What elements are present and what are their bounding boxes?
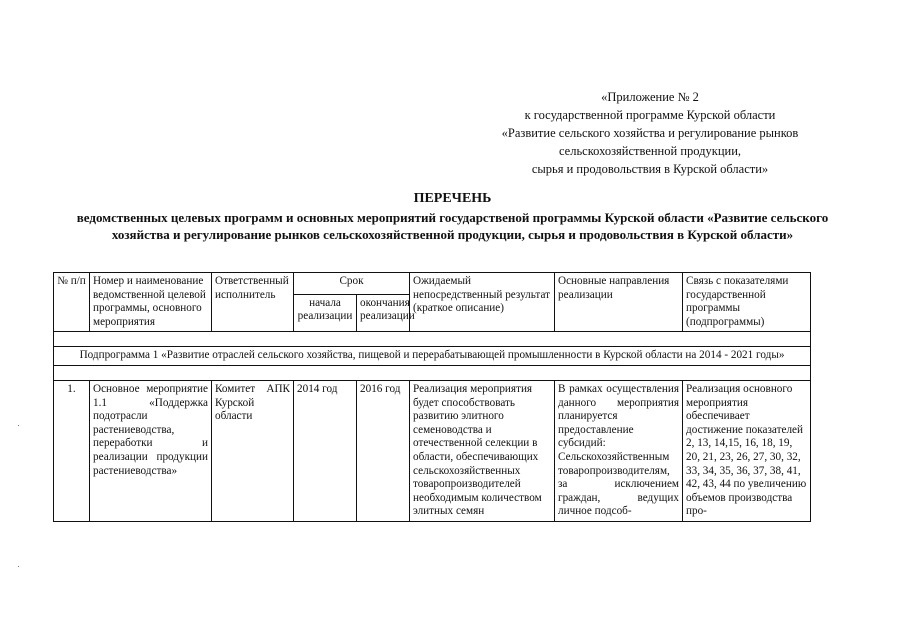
subprogram-title: Подпрограмма 1 «Развитие отраслей сельского хозяйства, пищевой и перерабатывающей промышленности в Курской области на 2014 - 2021 годы» <box>54 347 811 366</box>
header-end: окончания реализации <box>357 294 410 332</box>
cell-end: 2016 год <box>357 380 410 521</box>
header-link: Связь с показателями государственной программы (подпрограммы) <box>683 273 811 332</box>
header-name: Номер и наименование ведомственной целевой программы, основного мероприятия <box>90 273 212 332</box>
title-main: ПЕРЕЧЕНЬ <box>413 191 492 206</box>
appendix-line: «Приложение № 2 <box>601 90 699 104</box>
appendix-line: к государственной программе Курской области <box>524 108 776 122</box>
appendix-line: сырья и продовольствия в Курской области» <box>531 162 769 176</box>
cell-num: 1. <box>54 380 90 521</box>
spacer-row <box>54 365 811 380</box>
appendix-block <box>450 88 850 178</box>
subprogram-row <box>54 347 811 366</box>
appendix-line: «Развитие сельского хозяйства и регулирование рынков <box>501 126 799 140</box>
appendix-line: сельскохозяйственной продукции, <box>558 144 742 158</box>
scan-dot <box>18 566 19 567</box>
table-row <box>54 380 811 521</box>
cell-result: Реализация мероприятия будет способствовать развитию элитного семеноводства и отечественной селекции в области, обеспечивающих сельскохозяйственных товаропроизводителей необходимым количеством элитных семян <box>410 380 555 521</box>
header-executor: Ответственный исполнитель <box>212 273 294 332</box>
title-subtitle: ведомственных целевых программ и основных мероприятий государственой программы Курской области «Развитие сельского хозяйства и регулирование рынков сельскохозяйственной продукции, сырья и продовольствия в Курской области» <box>76 210 829 242</box>
document-title <box>55 190 850 243</box>
header-num: № п/п <box>54 273 90 332</box>
cell-executor: Комитет АПК Курской области <box>212 380 294 521</box>
program-table <box>53 272 811 522</box>
cell-link: Реализация основного мероприятия обеспечивает достижение показателей 2, 13, 14,15, 16, 18, 19, 20, 21, 23, 26, 27, 30, 32, 33, 34, 35, 36, 37, 38, 41, 42, 43, 44 по увеличению объемов производства про- <box>683 380 811 521</box>
header-row <box>54 273 811 295</box>
spacer-row <box>54 332 811 347</box>
header-start: начала реализации <box>294 294 357 332</box>
header-result: Ожидаемый непосредственный результат (краткое описание) <box>410 273 555 332</box>
cell-name: Основное мероприятие 1.1 «Поддержка подотрасли растениеводства, переработки и реализации продукции растениеводства» <box>90 380 212 521</box>
header-directions: Основные направления реализации <box>555 273 683 332</box>
cell-directions: В рамках осуществления данного мероприятия планируется предоставление субсидий: Сельскохозяйственным товаропроизводителям, за исключением граждан, ведущих личное подсоб- <box>555 380 683 521</box>
scan-dot <box>18 425 19 426</box>
header-term: Срок <box>294 273 410 295</box>
cell-start: 2014 год <box>294 380 357 521</box>
